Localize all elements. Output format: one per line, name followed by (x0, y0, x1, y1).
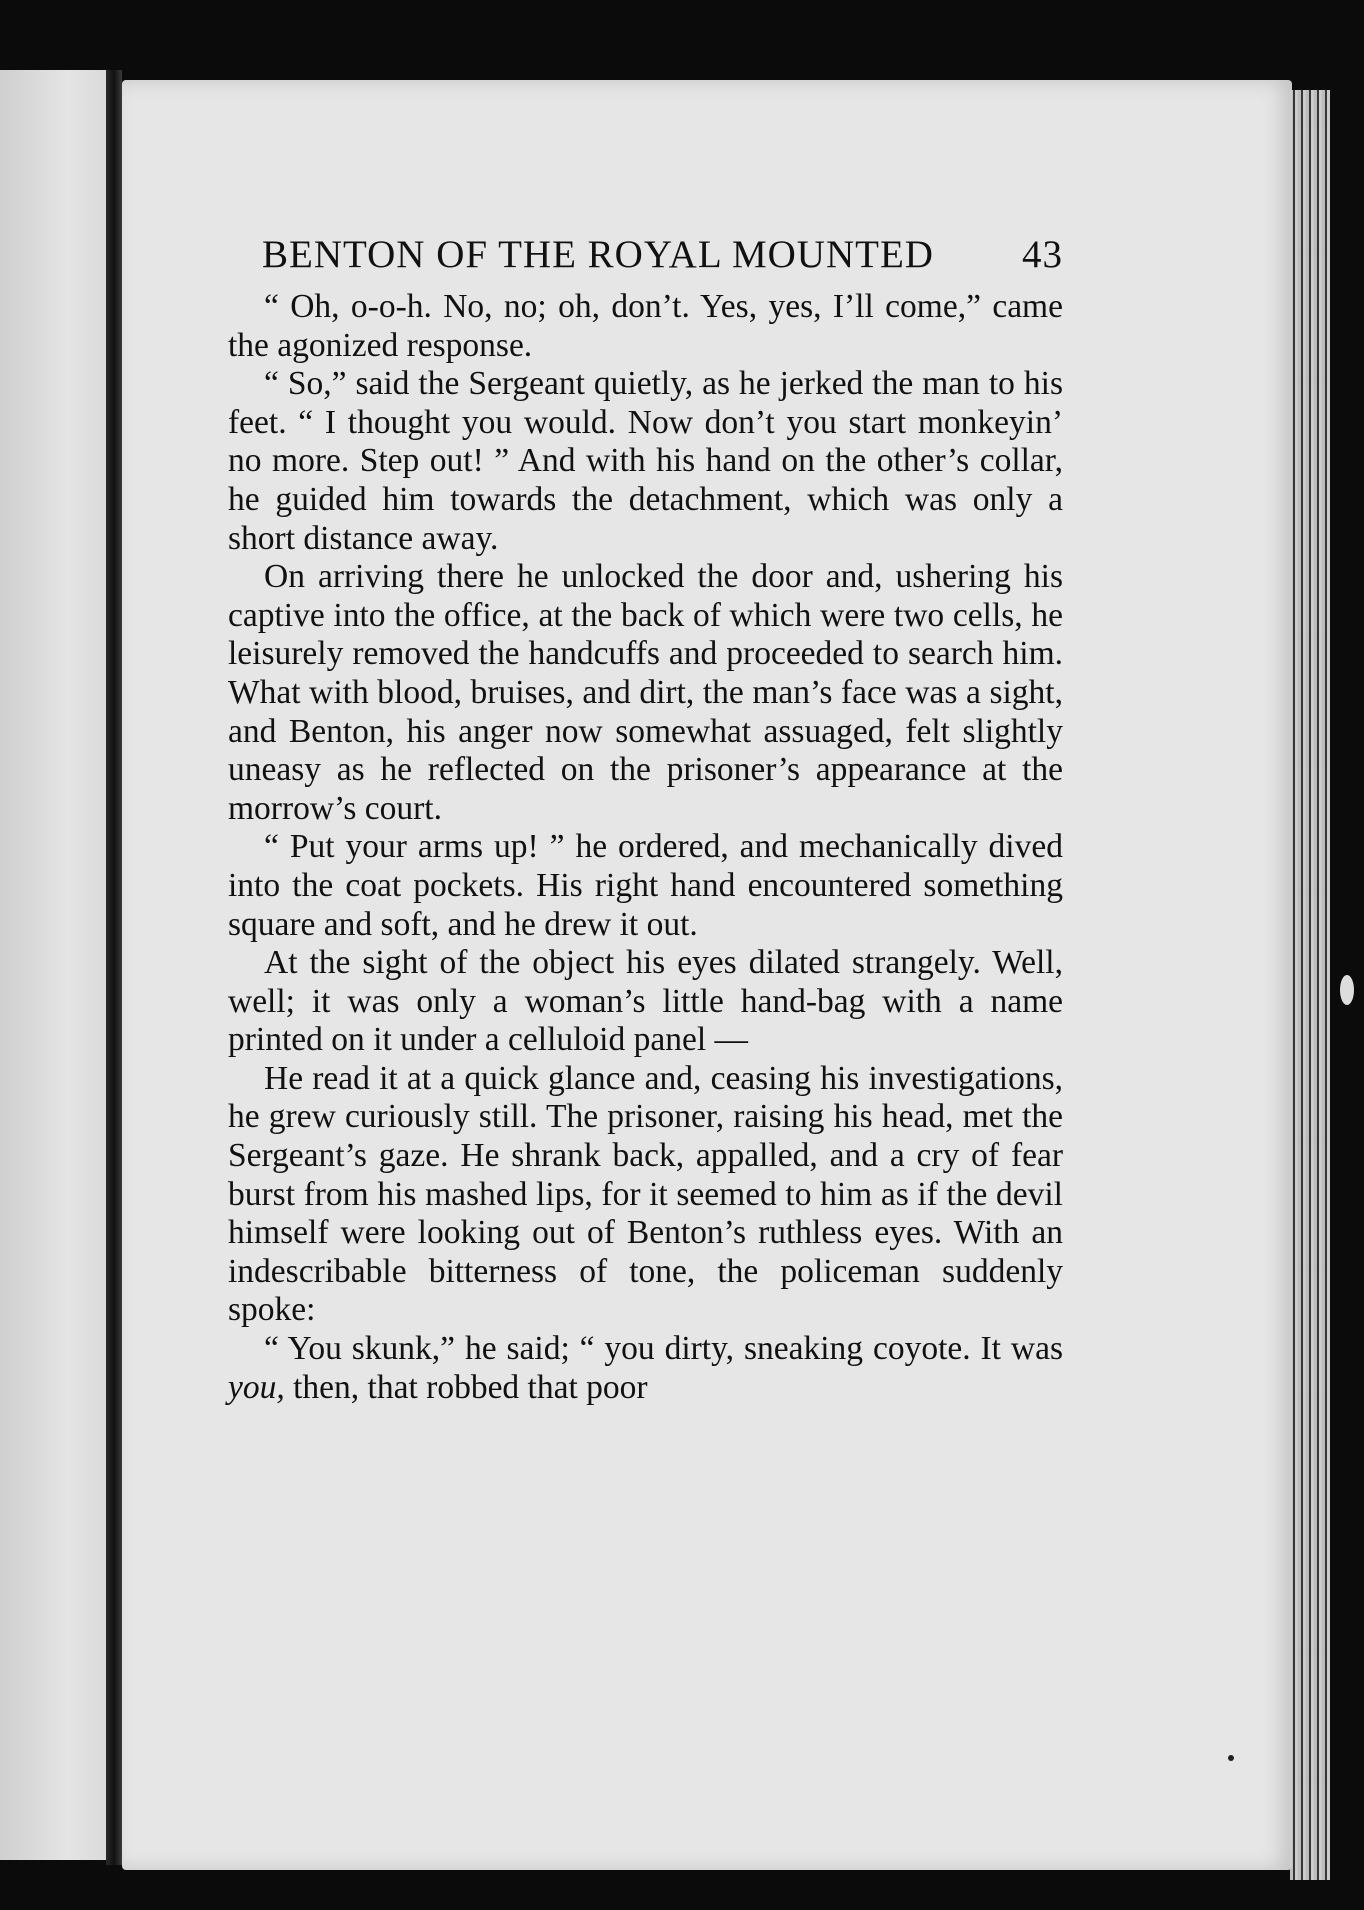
paragraph: “ So,” said the Sergeant quietly, as he jerked the man to his feet. “ I thought you would. Now don’t you start monkeyin’ no more. Step out! ” And with his hand on the other’s collar, he guided him towards the detachment, which was only a short distance away. (228, 365, 1063, 557)
italic-emphasis: you, (228, 1368, 285, 1406)
paragraph: “ Oh, o-o-h. No, no; oh, don’t. Yes, yes, I’ll come,” came the agonized response. (228, 288, 1063, 364)
left-page-margin (0, 70, 112, 1860)
book-gutter (106, 70, 122, 1865)
paragraph: He read it at a quick glance and, ceasing his investigations, he grew curiously still. The prisoner, raising his head, met the Sergeant’s gaze. He shrank back, appalled, and a cry of fear burst from his mashed lips, for it seemed to him as if the devil himself were looking out of Benton’s ruthless eyes. With an indescribable bitterness of tone, the policeman suddenly spoke: (228, 1059, 1063, 1329)
scan-speck (1228, 1755, 1234, 1761)
text-run: then, that robbed that poor (284, 1368, 648, 1406)
page-number: 43 (1022, 233, 1063, 276)
paragraph: On arriving there he unlocked the door and, ushering his captive into the office, at the back of which were two cells, he leisurely removed the handcuffs and proceeded to search him. What with blood, bruises, and dirt, the man’s face was a sight, and Benton, his anger now somewhat assuaged, felt slightly uneasy as he reflected on the prisoner’s appearance at the morrow’s court. (228, 558, 1063, 827)
running-head (228, 232, 1063, 288)
paragraph: “ Put your arms up! ” he ordered, and mechanically dived into the coat pockets. His right hand encountered something square and soft, and he drew it out. (228, 828, 1063, 943)
paragraph: At the sight of the object his eyes dilated strangely. Well, well; it was only a woman’s little hand-bag with a name printed on it under a celluloid panel — (228, 944, 1063, 1059)
scan-speck (1340, 975, 1354, 1005)
page-edges (1290, 90, 1330, 1880)
page-text (228, 232, 1063, 1407)
text-run: “ You skunk,” he said; “ you dirty, sneaking coyote. It was (264, 1330, 1063, 1368)
running-title: BENTON OF THE ROYAL MOUNTED (262, 233, 934, 276)
paragraph-last (228, 1330, 1063, 1407)
